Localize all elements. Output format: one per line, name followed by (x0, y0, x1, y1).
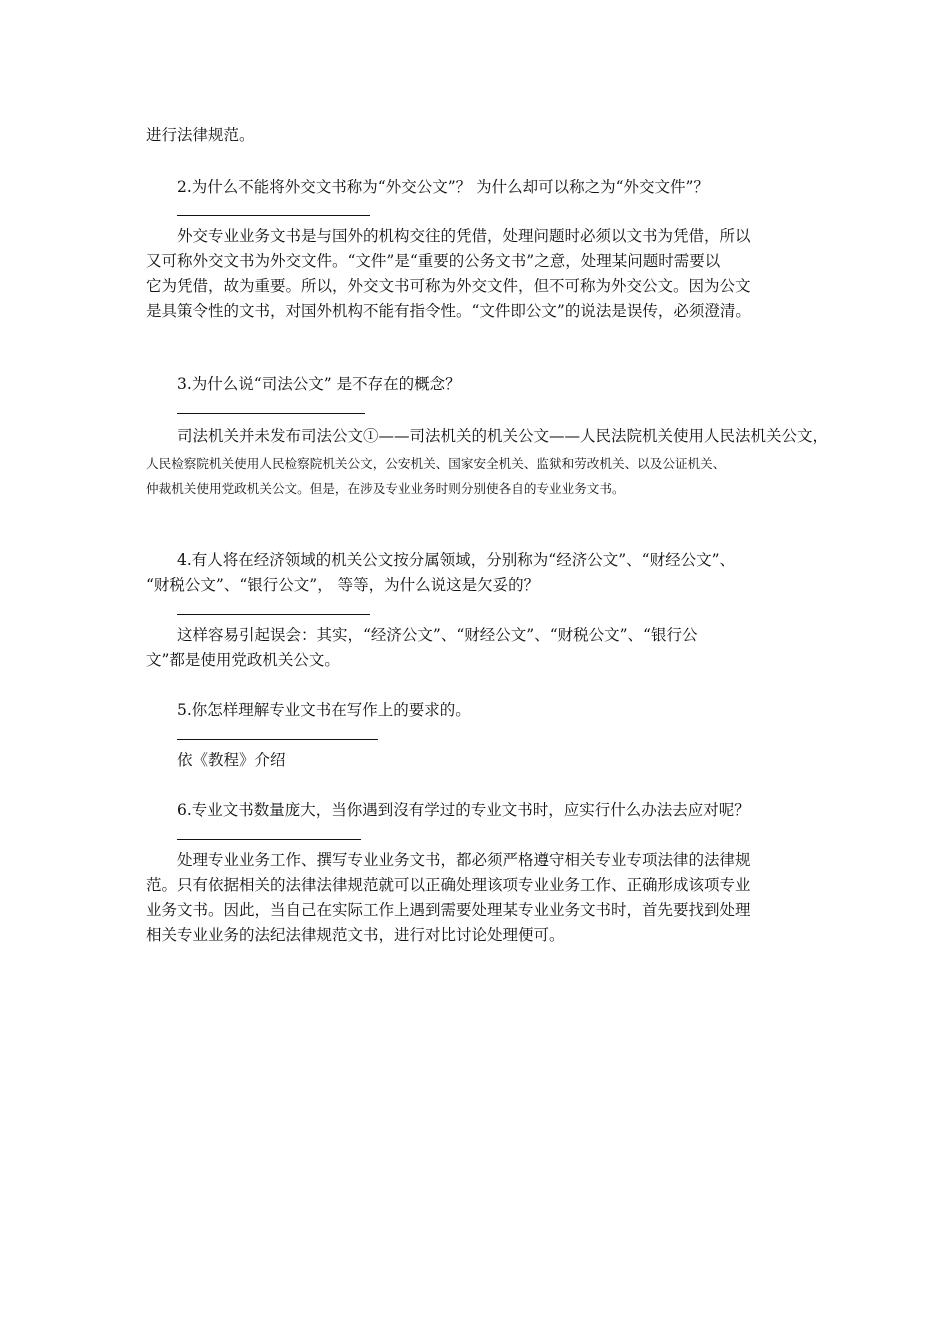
answer-3-line-2: 人民检察院机关使用人民检察院机关公文，公安机关、国家安全机关、监狱和劳改机关、以及公证机关、 (146, 456, 726, 471)
answer-rule-4 (177, 614, 370, 615)
question-4-line-1: 4.有人将在经济领域的机关公文按分属领域，分别称为“经济公文”、“财经公文”、 (177, 551, 735, 569)
answer-2-line-4: 是具策令性的文书，对国外机构不能有指令性。“文件即公文”的说法是误传，必须澄清。 (146, 302, 751, 320)
answer-3-line-3: 仲裁机关使用党政机关公文。但是，在涉及专业业务时则分别使各自的专业业务文书。 (146, 481, 625, 496)
question-2: 2.为什么不能将外交文书称为“外交公文”？ 为什么却可以称之为“外交文件”？ (177, 178, 709, 196)
answer-3-line-1: 司法机关并未发布司法公文①——司法机关的机关公文——人民法院机关使用人民法机关公文， (177, 427, 829, 445)
answer-rule-6 (177, 839, 361, 840)
answer-4-line-2: 文”都是使用党政机关公文。 (146, 651, 340, 669)
answer-rule-3 (177, 413, 365, 414)
answer-5: 依《教程》介绍 (177, 751, 286, 769)
answer-rule-5 (177, 739, 378, 740)
question-6: 6.专业文书数量庞大，当你遇到沒有学过的专业文书时，应实行什么办法去应对呢？ (177, 801, 750, 819)
answer-6-line-2: 范。只有依据相关的法律法律规范就可以正确处理该项专业业务工作、正确形成该项专业 (146, 876, 751, 894)
question-4-line-2: “财税公文”、“银行公文”， 等等，为什么说这是欠妥的？ (146, 576, 540, 594)
answer-6-line-3: 业务文书。因此，当自己在实际工作上遇到需要处理某专业业务文书时，首先要找到处理 (146, 901, 751, 919)
answer-6-line-4: 相关专业业务的法纪法律规范文书，进行对比讨论处理便可。 (146, 926, 565, 944)
question-5: 5.你怎样理解专业文书在写作上的要求的。 (177, 701, 471, 719)
answer-2-line-3: 它为凭借，故为重要。所以，外交文书可称为外交文件，但不可称为外交公文。因为公文 (146, 277, 751, 295)
question-3: 3.为什么说“司法公文” 是不存在的概念？ (177, 375, 461, 393)
answer-rule-2 (177, 215, 370, 216)
answer-2-line-1: 外交专业业务文书是与国外的机构交往的凭借，处理问题时必须以文书为凭借，所以 (177, 227, 751, 245)
answer-2-line-2: 又可称外交文书为外交文件。“文件”是“重要的公务文书”之意，处理某问题时需要以 (146, 252, 721, 270)
answer-6-line-1: 处理专业业务工作、撰写专业业务文书，都必须严格遵守相关专业专项法律的法律规 (177, 851, 751, 869)
intro-line: 进行法律规范。 (146, 126, 255, 144)
answer-4-line-1: 这样容易引起误会：其实，“经济公文”、“财经公文”、“财税公文”、“银行公 (177, 626, 698, 644)
